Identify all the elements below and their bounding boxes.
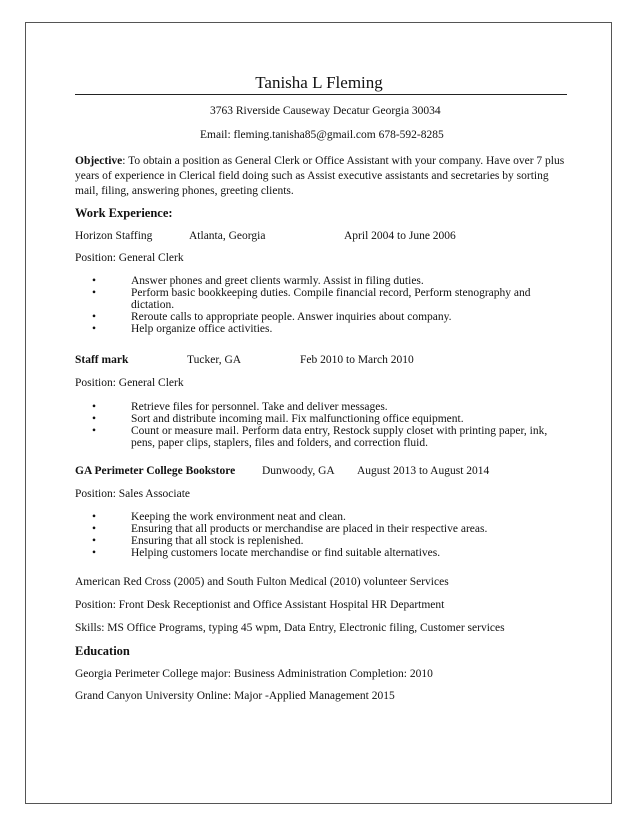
job-location: Dunwoody, GA	[262, 465, 335, 477]
job-duties-list	[75, 401, 567, 449]
list-item: • Reroute calls to appropriate people. Answer inquiries about company.	[92, 311, 452, 323]
list-item: • Sort and distribute incoming mail. Fix malfunctioning office equipment.	[92, 413, 464, 425]
education-heading: Education	[75, 644, 130, 658]
education-line: Grand Canyon University Online: Major -Applied Management 2015	[75, 690, 395, 702]
job-location: Tucker, GA	[187, 354, 242, 366]
job-position: Position: General Clerk	[75, 252, 184, 264]
objective-text: : To obtain a position as General Clerk or Office Assistant with your company. Have over 7 plus years of experience in Clerical field doing such as Assist executive assistants and secretaries by sorting mail, filing, answering phones, greeting clients.	[75, 155, 565, 197]
volunteer-line: American Red Cross (2005) and South Fulton Medical (2010) volunteer Services	[75, 576, 449, 588]
list-item: • Perform basic bookkeeping duties. Compile financial record, Perform stenography and dictation.	[92, 287, 531, 311]
job-duties-list	[75, 275, 567, 335]
resume-name: Tanisha L Fleming	[255, 73, 383, 92]
list-item: • Count or measure mail. Perform data entry, Restock supply closet with printing paper, ink, pens, paper clips, staplers, files and folders, and correction fluid.	[92, 425, 548, 449]
job-position: Position: General Clerk	[75, 377, 184, 389]
skills-line: Skills: MS Office Programs, typing 45 wpm, Data Entry, Electronic filing, Customer services	[75, 622, 505, 634]
list-item: • Help organize office activities.	[92, 323, 273, 335]
job-dates: August 2013 to August 2014	[357, 465, 490, 477]
job-company: Staff mark	[75, 354, 129, 366]
work-experience-heading: Work Experience:	[75, 206, 173, 220]
objective-label: Objective	[75, 155, 123, 167]
objective-paragraph	[75, 154, 567, 199]
job-company: Horizon Staffing	[75, 230, 153, 242]
address-line: 3763 Riverside Causeway Decatur Georgia 30034	[210, 105, 441, 117]
list-item: • Ensuring that all stock is replenished.	[92, 535, 304, 547]
contact-line: Email: fleming.tanisha85@gmail.com 678-592-8285	[200, 129, 444, 141]
job-duties-list	[75, 511, 567, 559]
job-dates: April 2004 to June 2006	[344, 230, 456, 242]
volunteer-position: Position: Front Desk Receptionist and Office Assistant Hospital HR Department	[75, 599, 445, 611]
list-item: • Retrieve files for personnel. Take and deliver messages.	[92, 401, 388, 413]
job-company: GA Perimeter College Bookstore	[75, 465, 236, 477]
list-item: • Ensuring that all products or merchandise are placed in their respective areas.	[92, 523, 488, 535]
job-location: Atlanta, Georgia	[189, 230, 266, 242]
education-line: Georgia Perimeter College major: Business Administration Completion: 2010	[75, 668, 433, 680]
list-item: • Keeping the work environment neat and clean.	[92, 511, 346, 523]
job-dates: Feb 2010 to March 2010	[300, 354, 414, 366]
list-item: • Helping customers locate merchandise or find suitable alternatives.	[92, 547, 441, 559]
list-item: • Answer phones and greet clients warmly. Assist in filing duties.	[92, 275, 424, 287]
name-divider	[75, 94, 567, 95]
job-position: Position: Sales Associate	[75, 488, 190, 500]
